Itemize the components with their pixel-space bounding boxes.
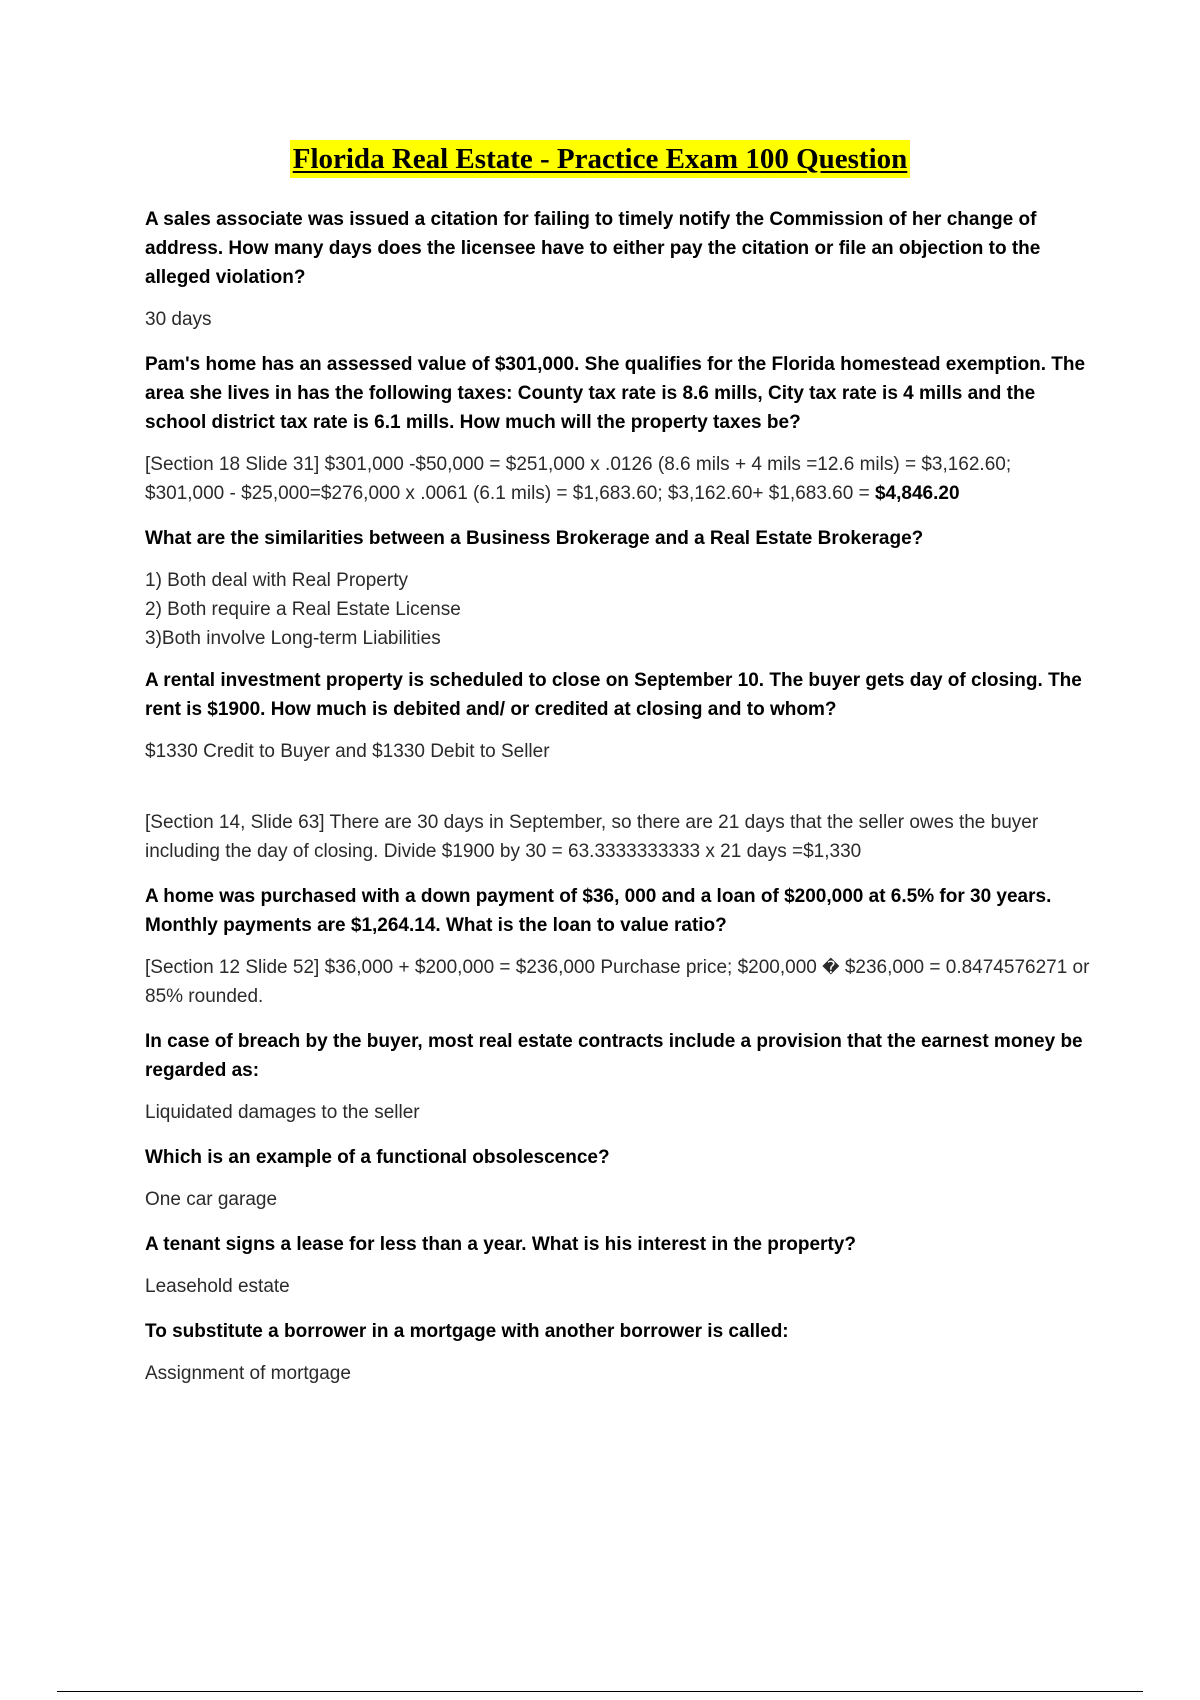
answer-text	[145, 953, 1095, 1011]
page-title: Florida Real Estate - Practice Exam 100 Question	[290, 140, 911, 178]
answer-text	[145, 450, 1095, 508]
question-text: A rental investment property is scheduled to close on September 10. The buyer gets day of closing. The rent is $1900. How much is debited and/ or credited at closing and to whom?	[145, 670, 1082, 720]
answer-list	[145, 566, 1095, 653]
answer-part: $236,000 = 0.8474576271 or 85% rounded.	[145, 957, 1090, 1007]
answer-total: $4,846.20	[874, 483, 960, 504]
question-list	[145, 205, 1095, 1404]
answer-text: Leasehold estate	[145, 1276, 290, 1297]
answer-text: $1330 Credit to Buyer and $1330 Debit to Seller	[145, 741, 550, 762]
answer-text: One car garage	[145, 1189, 278, 1210]
replacement-character-icon: �	[822, 958, 840, 977]
title-block	[0, 140, 1200, 178]
question-text: A tenant signs a lease for less than a year. What is his interest in the property?	[145, 1234, 856, 1255]
answer-text: 30 days	[145, 309, 212, 330]
list-item: 2) Both require a Real Estate License	[145, 599, 461, 620]
list-item: 1) Both deal with Real Property	[145, 570, 408, 591]
spacer	[145, 782, 1095, 808]
answer-line: [Section 18 Slide 31] $301,000 -$50,000 = $251,000 x .0126 (8.6 mils + 4 mils =12.6 mils) = $3,162.60;	[145, 454, 1012, 475]
question-text: Which is an example of a functional obsolescence?	[145, 1147, 610, 1168]
list-item: 3)Both involve Long-term Liabilities	[145, 628, 441, 649]
answer-part: [Section 12 Slide 52] $36,000 + $200,000 = $236,000 Purchase price; $200,000	[145, 957, 823, 978]
question-text: A home was purchased with a down payment of $36, 000 and a loan of $200,000 at 6.5% for 30 years. Monthly payments are $1,264.14. What is the loan to value ratio?	[145, 886, 1052, 936]
footer-divider	[57, 1691, 1143, 1692]
question-text: To substitute a borrower in a mortgage with another borrower is called:	[145, 1321, 789, 1342]
question-text: Pam's home has an assessed value of $301,000. She qualifies for the Florida homestead exemption. The area she lives in has the following taxes: County tax rate is 8.6 mills, City tax rate is 4 mills and the school district tax rate is 6.1 mills. How much will the property taxes be?	[145, 354, 1086, 433]
answer-explanation: [Section 14, Slide 63] There are 30 days in September, so there are 21 days that the seller owes the buyer including the day of closing. Divide $1900 by 30 = 63.3333333333 x 21 days =$1,330	[145, 812, 1039, 862]
question-text: In case of breach by the buyer, most real estate contracts include a provision that the earnest money be regarded as:	[145, 1031, 1083, 1081]
answer-text: Liquidated damages to the seller	[145, 1102, 420, 1123]
question-text: What are the similarities between a Business Brokerage and a Real Estate Brokerage?	[145, 528, 924, 549]
answer-line: $301,000 - $25,000=$276,000 x .0061 (6.1 mils) = $1,683.60; $3,162.60+ $1,683.60 =	[145, 483, 875, 504]
question-text: A sales associate was issued a citation for failing to timely notify the Commission of her change of address. How many days does the licensee have to either pay the citation or file an objection to the alleged violation?	[145, 209, 1041, 288]
answer-text: Assignment of mortgage	[145, 1363, 351, 1384]
